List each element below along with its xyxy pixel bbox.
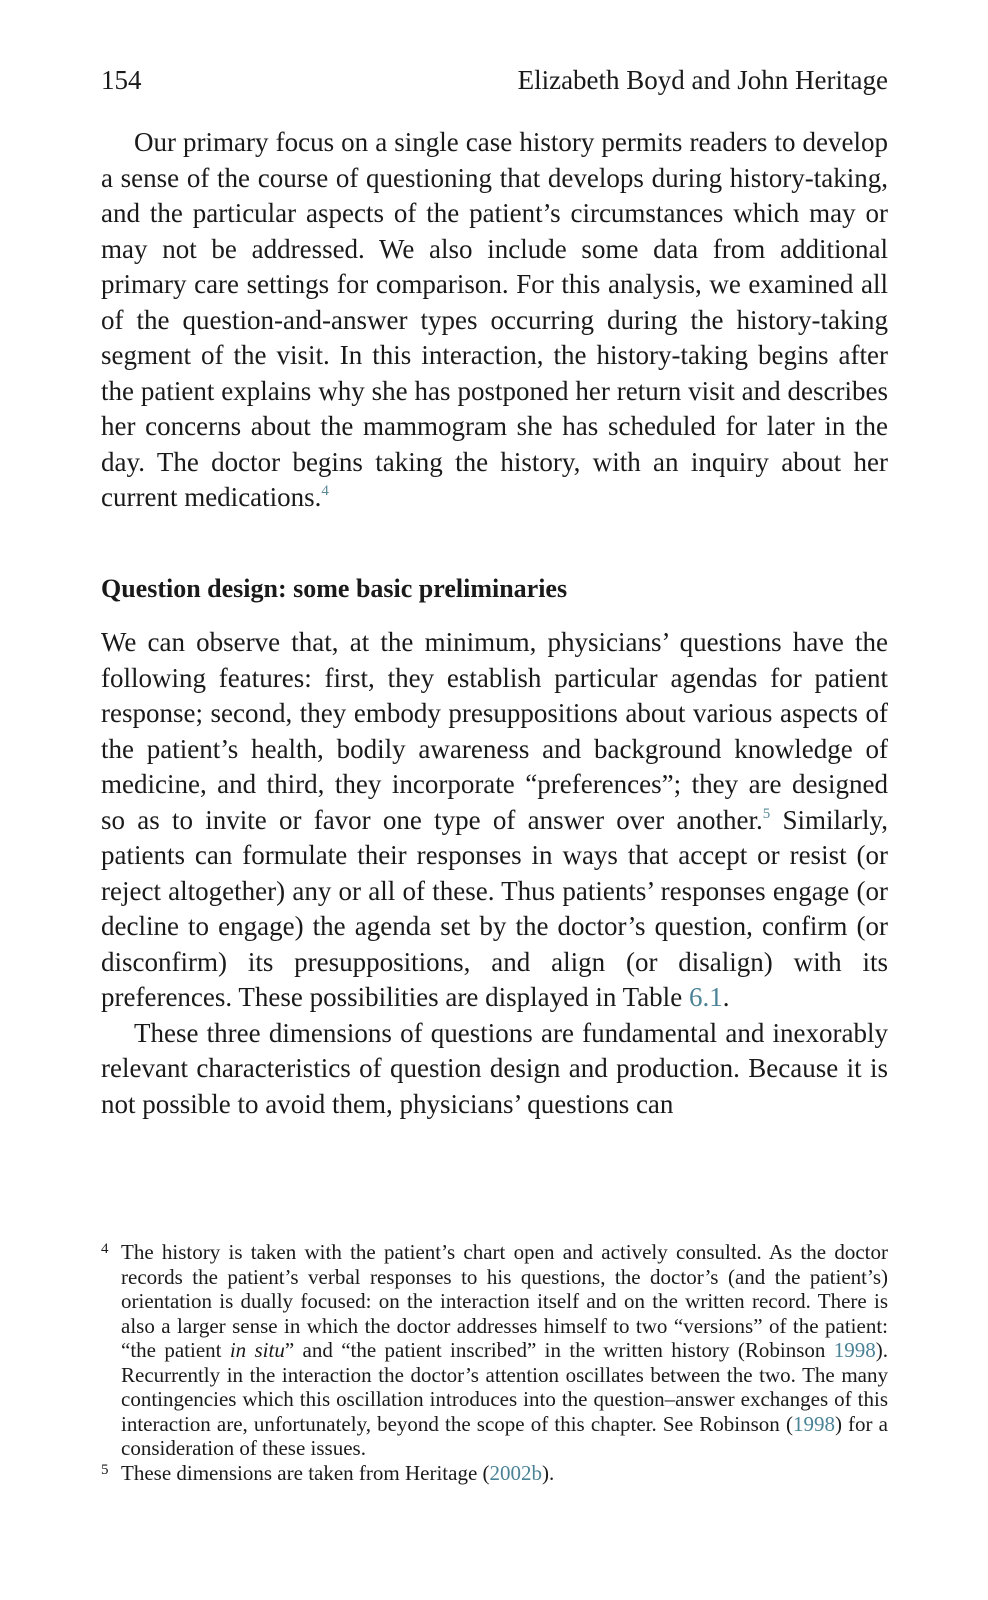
- footnote-5-text-b: ).: [542, 1460, 555, 1485]
- section-heading: Question design: some basic preliminaries: [101, 574, 568, 603]
- footnote-5-text-a: These dimensions are taken from Heritage (: [121, 1460, 490, 1485]
- footnote-number: 5: [101, 1461, 109, 1478]
- paragraph-3: These three dimensions of questions are fundamental and inexorably relevant characteristics of question design and production. Because it is not possible to avoid them, physicians’ questions can: [101, 1017, 888, 1119]
- footnote-ref-5[interactable]: 5: [762, 805, 771, 822]
- footnote-4-text-a: The history is taken with the patient’s chart open and actively consulted. As the doctor records the patient’s verbal responses to his questions, the doctor’s (and the patient’s) orientation is dually focused: on the interaction itself and on the written record. There is also a larger sense in which the doctor addresses himself to two “versions” of the patient: “the patient: [121, 1240, 888, 1362]
- footnote-4: [101, 1240, 888, 1461]
- paragraph-1-text: Our primary focus on a single case history permits readers to develop a sense of the course of questioning that develops during history-taking, and the particular aspects of the patient’s circumstances which may or may not be addressed. We also include some data from additional primary care settings for comparison. For this analysis, we examined all of the question-and-answer types occurring during the history-taking segment of the visit. In this interaction, the history-taking begins after the patient explains why she has postponed her return visit and describes her concerns about the mammogram she has scheduled for later in the day. The doctor begins taking the history, with an inquiry about her current medications.: [101, 127, 888, 512]
- footnote-4-text-c: ). Recurrently in the interaction the doctor’s attention oscillates between the two. The many contingencies which this oscillation introduces into the question–answer exchanges of this interaction are, unfortunately, beyond the scope of this chapter. See Robinson (: [121, 1338, 888, 1436]
- citation-link[interactable]: 1998: [792, 1411, 835, 1436]
- footnote-4-text-d: ) for a consideration of these issues.: [121, 1411, 888, 1460]
- running-header: [101, 62, 888, 98]
- footnote-5: [101, 1461, 888, 1486]
- paragraph-2-text-b: Similarly, patients can formulate their responses in ways that accept or resist (or reject altogether) any or all of these. Thus patients’ responses engage (or decline to engage) the agenda set by the doctor’s question, confirm (or disconfirm) its presuppositions, and align (or disalign) with its preferences. These possibilities are displayed in Table: [101, 804, 888, 1012]
- footnote-4-text-b: ” and “the patient inscribed” in the written history (Robinson: [284, 1338, 834, 1362]
- footnote-ref-4[interactable]: 4: [321, 483, 329, 499]
- footnote-number: 4: [101, 1241, 109, 1257]
- paragraph-2: [101, 625, 888, 1016]
- footnote-4-italic: in situ: [229, 1338, 285, 1362]
- footnotes: [101, 1240, 888, 1485]
- paragraph-2-text-a: We can observe that, at the minimum, physicians’ questions have the following features: first, they establish particular agendas for patient response; second, they embody presuppositions about various aspects of the patient’s health, bodily awareness and background knowledge of medicine, and third, they incorporate “preferences”; they are designed so as to invite or favor one type of answer over another.: [101, 627, 888, 835]
- page-number: 154: [101, 65, 142, 95]
- paragraph-1: [101, 125, 888, 516]
- paragraph-2-end: .: [722, 982, 730, 1012]
- footnote-text: [121, 1240, 888, 1461]
- citation-link[interactable]: 2002b: [489, 1460, 543, 1485]
- running-title: Elizabeth Boyd and John Heritage: [517, 65, 888, 95]
- table-link[interactable]: 6.1: [688, 982, 723, 1012]
- citation-link[interactable]: 1998: [833, 1338, 876, 1362]
- paragraph-block-2: [101, 625, 888, 1122]
- footnote-text: [121, 1461, 888, 1486]
